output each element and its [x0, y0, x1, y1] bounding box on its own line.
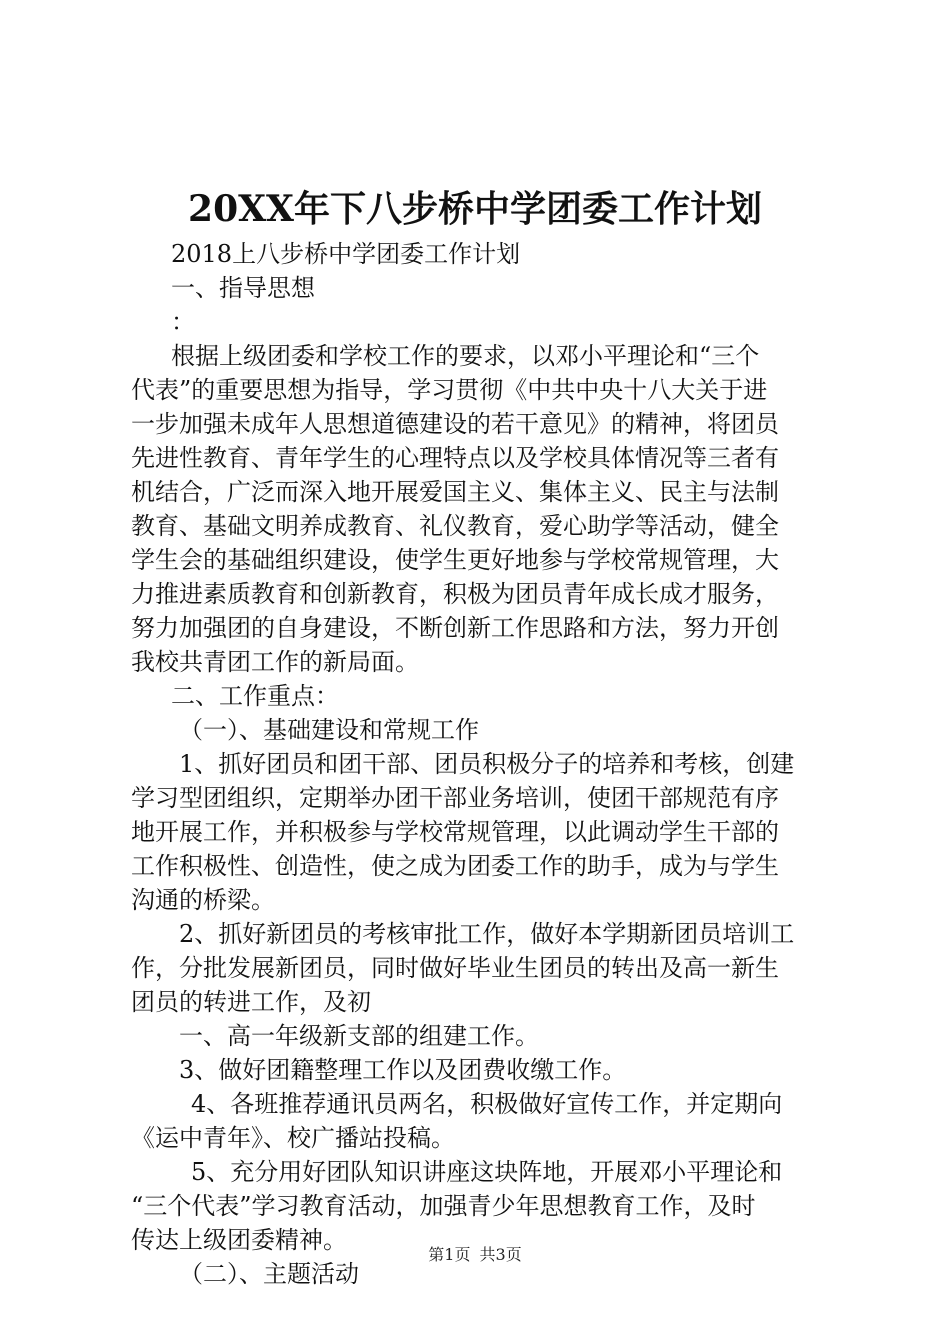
paragraph-line: 努力加强团的自身建设，不断创新工作思路和方法，努力开创	[131, 614, 779, 642]
paragraph-line: ：	[171, 308, 195, 336]
paragraph-line: 3、做好团籍整理工作以及团费收缴工作。	[179, 1056, 627, 1084]
paragraph-line: 代表”的重要思想为指导，学习贯彻《中共中央十八大关于进	[131, 376, 768, 404]
document-body	[131, 237, 831, 1291]
paragraph-line: 5、充分用好团队知识讲座这块阵地，开展邓小平理论和	[191, 1158, 783, 1186]
section-heading: 一、指导思想	[171, 274, 315, 302]
paragraph-line: 4、各班推荐通讯员两名，积极做好宣传工作，并定期向	[191, 1090, 783, 1118]
section-heading: 二、工作重点：	[171, 682, 339, 710]
paragraph-line: 一步加强未成年人思想道德建设的若干意见》的精神，将团员	[131, 410, 779, 438]
paragraph-line: 1、抓好团员和团干部、团员积极分子的培养和考核，创建	[179, 750, 795, 778]
paragraph-line: 力推进素质教育和创新教育，积极为团员青年成长成才服务，	[131, 580, 779, 608]
page-footer	[0, 1243, 950, 1267]
paragraph-line: 先进性教育、青年学生的心理特点以及学校具体情况等三者有	[131, 444, 779, 472]
subsection-heading: （二）、主题活动	[179, 1260, 359, 1288]
paragraph-line: 根据上级团委和学校工作的要求，以邓小平理论和“三个	[171, 342, 760, 370]
paragraph-line: 2018上八步桥中学团委工作计划	[171, 240, 521, 268]
paragraph-line: 我校共青团工作的新局面。	[131, 648, 419, 676]
paragraph-line: 沟通的桥梁。	[131, 886, 275, 914]
paragraph-line: 机结合，广泛而深入地开展爱国主义、集体主义、民主与法制	[131, 478, 779, 506]
paragraph-line: “三个代表”学习教育活动，加强青少年思想教育工作，及时	[131, 1192, 756, 1220]
paragraph-line: 地开展工作，并积极参与学校常规管理，以此调动学生干部的	[131, 818, 779, 846]
page-number: 第1页	[428, 1245, 471, 1264]
paragraph-line: 教育、基础文明养成教育、礼仪教育，爱心助学等活动，健全	[131, 512, 779, 540]
paragraph-line: 传达上级团委精神。	[131, 1226, 347, 1254]
paragraph-line: 一、高一年级新支部的组建工作。	[179, 1022, 539, 1050]
paragraph-line: 学生会的基础组织建设，使学生更好地参与学校常规管理，大	[131, 546, 779, 574]
paragraph-line: 工作积极性、创造性，使之成为团委工作的助手，成为与学生	[131, 852, 779, 880]
paragraph-line: 作，分批发展新团员，同时做好毕业生团员的转出及高一新生	[131, 954, 779, 982]
paragraph-line: 《运中青年》、校广播站投稿。	[131, 1124, 455, 1152]
page-total: 共3页	[479, 1245, 522, 1264]
paragraph-line: 2、抓好新团员的考核审批工作，做好本学期新团员培训工	[179, 920, 795, 948]
subsection-heading: （一）、基础建设和常规工作	[179, 716, 479, 744]
paragraph-line: 学习型团组织，定期举办团干部业务培训，使团干部规范有序	[131, 784, 779, 812]
document-title: 20XX年下八步桥中学团委工作计划	[188, 188, 762, 230]
paragraph-line: 团员的转进工作，及初	[131, 988, 371, 1016]
